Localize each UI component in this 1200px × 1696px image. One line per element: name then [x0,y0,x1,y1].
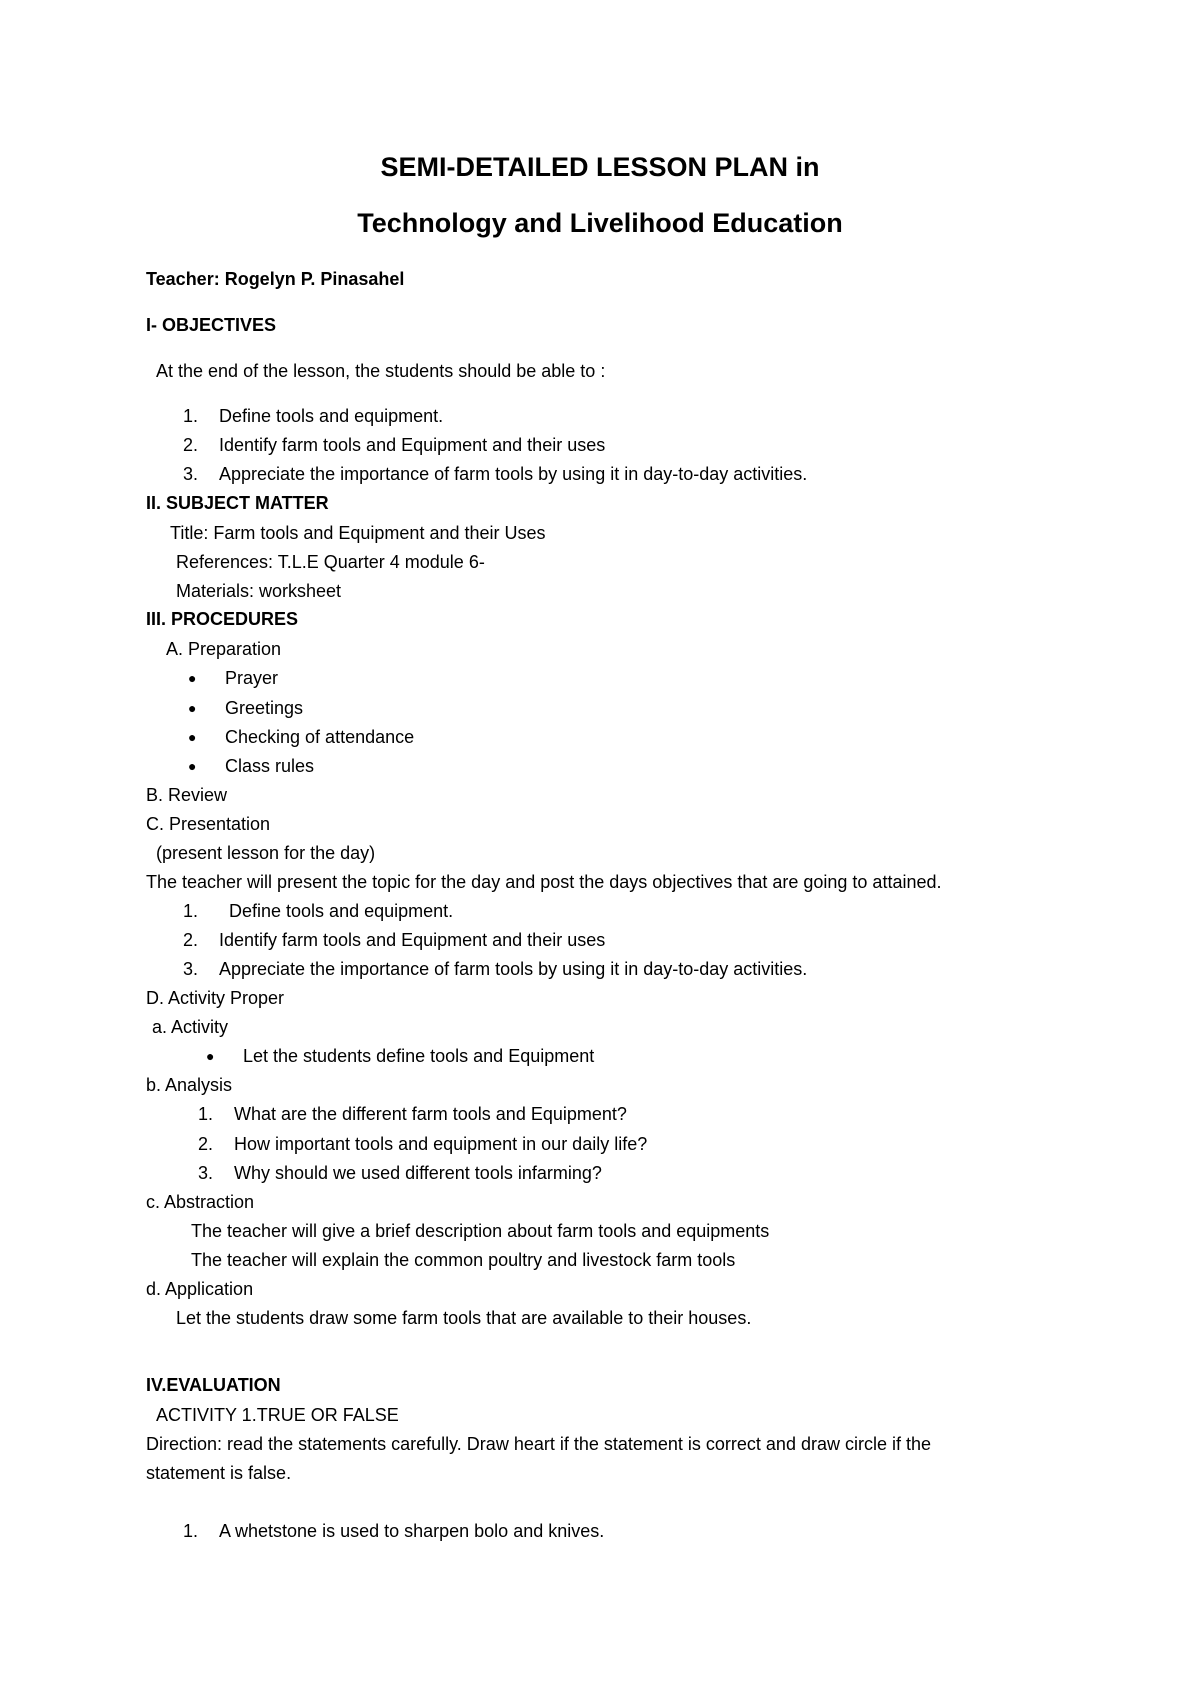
abstraction-line: The teacher will explain the common poultry and livestock farm tools [191,1250,736,1270]
document-subtitle: Technology and Livelihood Education [357,208,843,238]
document-title: SEMI-DETAILED LESSON PLAN in [380,152,820,182]
bullet-icon: ● [188,700,197,716]
analysis-label: b. Analysis [146,1075,233,1095]
evaluation-heading: IV.EVALUATION [146,1375,281,1395]
objectives-heading: I- OBJECTIVES [146,315,277,335]
preparation-item: Prayer [225,668,279,688]
list-number: 1. [183,901,199,921]
abstraction-line: The teacher will give a brief description about farm tools and equipments [191,1221,770,1241]
bullet-icon: ● [188,758,197,774]
evaluation-direction: Direction: read the statements carefully. Draw heart if the statement is correct and draw circle if the [146,1434,931,1454]
application-label: d. Application [146,1279,254,1299]
presentation-item: Appreciate the importance of farm tools by using it in day-to-day activities. [219,959,808,979]
subject-matter-heading: II. SUBJECT MATTER [146,493,329,513]
subject-references: References: T.L.E Quarter 4 module 6- [176,552,485,572]
activity-proper-label: D. Activity Proper [146,988,285,1008]
list-number: 3. [198,1163,214,1183]
subject-materials: Materials: worksheet [176,581,342,601]
objectives-intro: At the end of the lesson, the students should be able to : [156,361,606,381]
list-number: 2. [183,930,199,950]
objective-item: Appreciate the importance of farm tools by using it in day-to-day activities. [219,464,808,484]
application-text: Let the students draw some farm tools that are available to their houses. [176,1308,752,1328]
presentation-item: Define tools and equipment. [229,901,454,921]
presentation-label: C. Presentation [146,814,271,834]
preparation-item: Greetings [225,698,304,718]
bullet-icon: ● [206,1048,215,1064]
presentation-note: (present lesson for the day) [156,843,376,863]
activity-item: Let the students define tools and Equipment [243,1046,595,1066]
abstraction-label: c. Abstraction [146,1192,255,1212]
list-number: 1. [198,1104,214,1124]
bullet-icon: ● [188,670,197,686]
analysis-item: How important tools and equipment in our daily life? [234,1134,648,1154]
subject-title: Title: Farm tools and Equipment and their Uses [170,523,546,543]
presentation-item: Identify farm tools and Equipment and their uses [219,930,606,950]
evaluation-item: A whetstone is used to sharpen bolo and knives. [219,1521,605,1541]
list-number: 1. [183,406,199,426]
list-number: 3. [183,959,199,979]
list-number: 3. [183,464,199,484]
preparation-item: Checking of attendance [225,727,415,747]
analysis-item: What are the different farm tools and Equipment? [234,1104,627,1124]
list-number: 2. [198,1134,214,1154]
preparation-item: Class rules [225,756,315,776]
list-number: 1. [183,1521,199,1541]
teacher-name: Teacher: Rogelyn P. Pinasahel [146,269,405,289]
objective-item: Define tools and equipment. [219,406,444,426]
analysis-item: Why should we used different tools infarming? [234,1163,602,1183]
bullet-icon: ● [188,729,197,745]
presentation-text: The teacher will present the topic for the day and post the days objectives that are going to attained. [146,872,942,892]
objective-item: Identify farm tools and Equipment and their uses [219,435,606,455]
activity-label: a. Activity [152,1017,229,1037]
review-label: B. Review [146,785,228,805]
procedures-heading: III. PROCEDURES [146,609,299,629]
evaluation-activity: ACTIVITY 1.TRUE OR FALSE [156,1405,399,1425]
preparation-label: A. Preparation [166,639,282,659]
list-number: 2. [183,435,199,455]
evaluation-direction-cont: statement is false. [146,1463,292,1483]
